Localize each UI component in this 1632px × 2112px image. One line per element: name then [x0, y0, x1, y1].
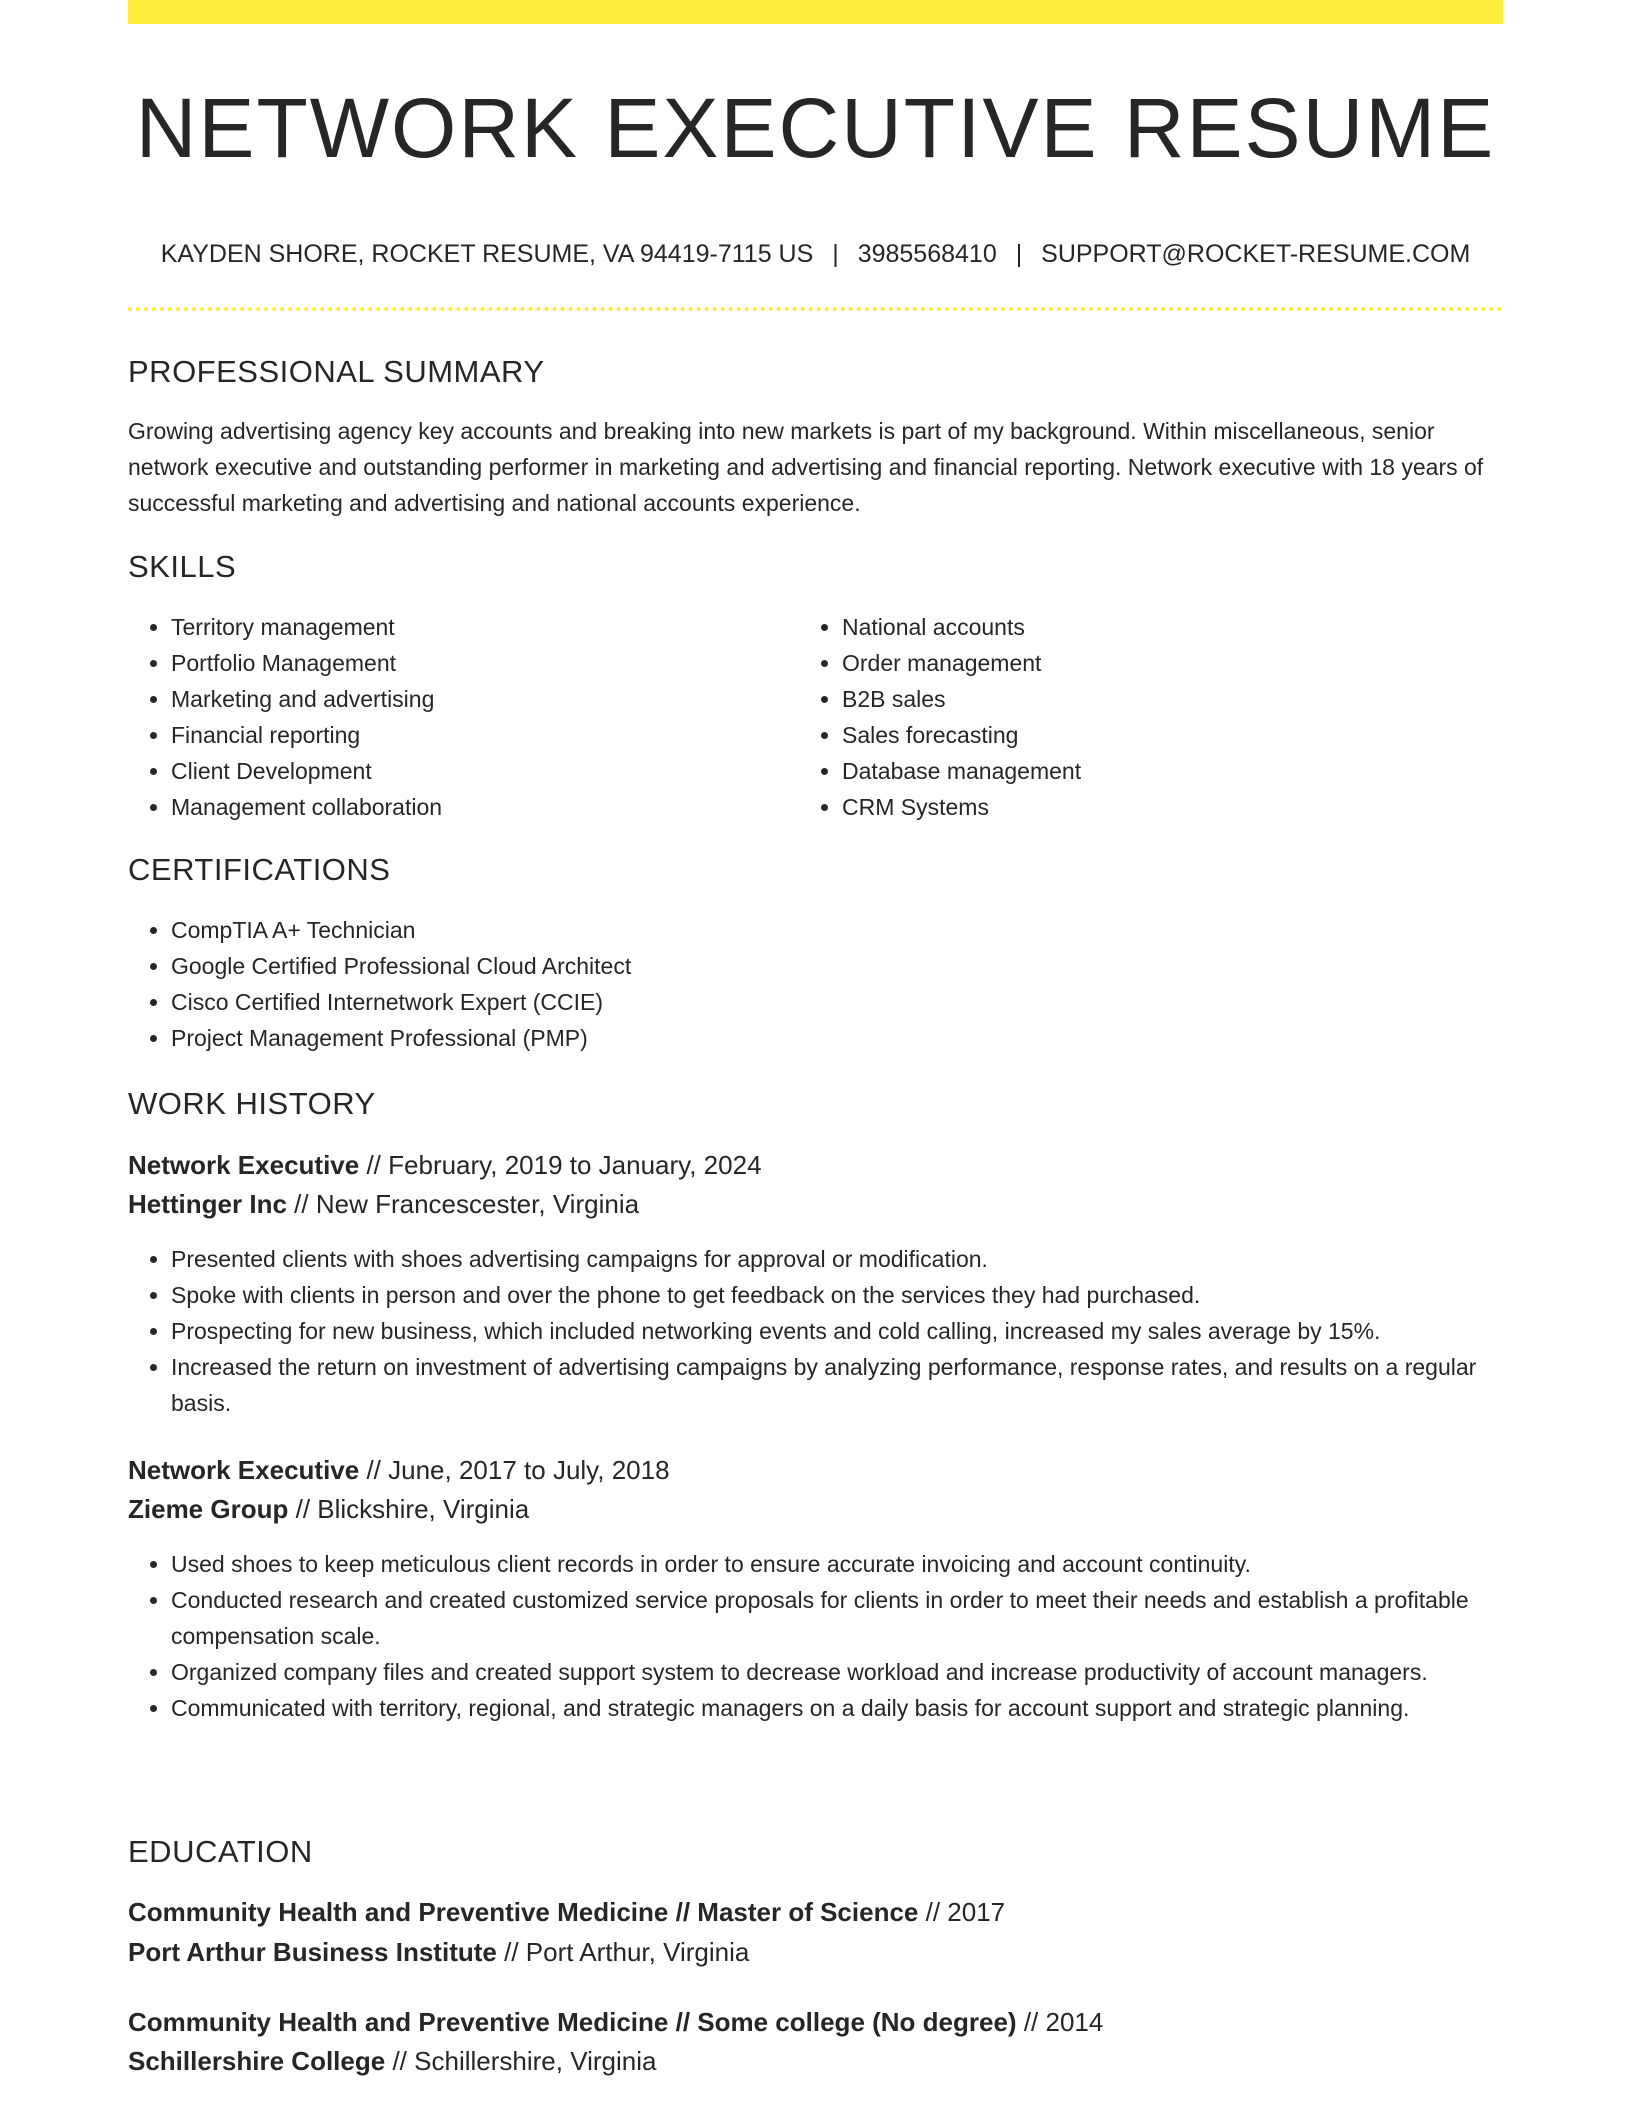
list-item: • Sales forecasting: [842, 717, 1542, 753]
list-item: • Conducted research and created customized service proposals for clients in order to meet their needs and establish a profitable compensation scale.: [171, 1582, 1507, 1654]
resume-title: NETWORK EXECUTIVE RESUME: [135, 81, 1496, 175]
dotted-divider: [128, 307, 1503, 311]
separator: //: [675, 1897, 691, 1927]
separator: //: [392, 2046, 407, 2076]
education-degree-line: [128, 2003, 1503, 2041]
job-title-line: [128, 1451, 1503, 1489]
job-company: Zieme Group: [128, 1494, 289, 1524]
education-school: Schillershire College: [128, 2046, 386, 2076]
job-title: Network Executive: [128, 1150, 360, 1180]
list-item: • CRM Systems: [842, 789, 1542, 825]
skills-heading: SKILLS: [128, 549, 237, 584]
contact-email: SUPPORT@ROCKET-RESUME.COM: [1041, 240, 1471, 268]
separator: //: [295, 1494, 311, 1524]
summary-heading: PROFESSIONAL SUMMARY: [128, 354, 545, 389]
education-field: Community Health and Preventive Medicine: [128, 2007, 669, 2037]
education-location: Schillershire, Virginia: [414, 2046, 657, 2076]
job-bullets: [127, 1546, 1507, 1726]
education-school-line: [128, 1933, 1503, 1971]
separator: //: [366, 1455, 381, 1485]
separator: //: [366, 1150, 381, 1180]
top-accent-bar: [128, 0, 1503, 24]
job-bullets: [127, 1241, 1507, 1421]
list-item: • Used shoes to keep meticulous client records in order to ensure accurate invoicing and account continuity.: [171, 1546, 1507, 1582]
list-item: • Management collaboration: [171, 789, 791, 825]
list-item: • Portfolio Management: [171, 645, 791, 681]
job-company-line: [128, 1185, 1503, 1223]
skills-list-right: [798, 609, 1542, 825]
job-dates: June, 2017 to July, 2018: [388, 1455, 670, 1485]
list-item: • Territory management: [171, 609, 791, 645]
job-dates: February, 2019 to January, 2024: [388, 1150, 762, 1180]
list-item: • Financial reporting: [171, 717, 791, 753]
contact-phone: 3985568410: [857, 240, 997, 268]
list-item: • Prospecting for new business, which included networking events and cold calling, increased my sales average by 15%.: [171, 1313, 1507, 1349]
job-location: New Francescester, Virginia: [315, 1189, 640, 1219]
list-item: • Google Certified Professional Cloud Architect: [171, 948, 1471, 984]
education-degree: Master of Science: [697, 1897, 919, 1927]
certifications-heading: CERTIFICATIONS: [128, 852, 391, 887]
separator: //: [294, 1189, 309, 1219]
list-item: • Database management: [842, 753, 1542, 789]
list-item: • Communicated with territory, regional, and strategic managers on a daily basis for account support and strategic planning.: [171, 1690, 1507, 1726]
list-item: • CompTIA A+ Technician: [171, 912, 1471, 948]
contact-address: KAYDEN SHORE, ROCKET RESUME, VA 94419-7115 US: [160, 240, 814, 268]
education-year: 2014: [1045, 2007, 1104, 2037]
summary-text: Growing advertising agency key accounts and breaking into new markets is part of my background. Within miscellaneous, senior network executive and outstanding performer in marketing and advertising and financial reporting. Network executive with 18 years of successful marketing and advertising and national accounts experience.: [128, 418, 1484, 516]
list-item: • B2B sales: [842, 681, 1542, 717]
education-year: 2017: [947, 1897, 1006, 1927]
list-item: • Increased the return on investment of advertising campaigns by analyzing performance, response rates, and results on a regular basis.: [171, 1349, 1507, 1421]
list-item: • Cisco Certified Internetwork Expert (CCIE): [171, 984, 1471, 1020]
contact-separator: |: [1015, 240, 1023, 268]
job-title-line: [128, 1146, 1503, 1184]
education-school-line: [128, 2042, 1503, 2080]
list-item: • Client Development: [171, 753, 791, 789]
list-item: • Order management: [842, 645, 1542, 681]
education-school: Port Arthur Business Institute: [128, 1937, 497, 1967]
certifications-list: [127, 912, 1471, 1056]
contact-line: [128, 236, 1503, 272]
list-item: • Project Management Professional (PMP): [171, 1020, 1471, 1056]
list-item: • Presented clients with shoes advertising campaigns for approval or modification.: [171, 1241, 1507, 1277]
separator: //: [925, 1897, 941, 1927]
job-title: Network Executive: [128, 1455, 360, 1485]
job-company-line: [128, 1490, 1503, 1528]
work-heading: WORK HISTORY: [128, 1086, 376, 1121]
education-location: Port Arthur, Virginia: [525, 1937, 750, 1967]
list-item: • National accounts: [842, 609, 1542, 645]
list-item: • Marketing and advertising: [171, 681, 791, 717]
job-location: Blickshire, Virginia: [317, 1494, 530, 1524]
education-degree-line: [128, 1893, 1503, 1931]
list-item: • Organized company files and created support system to decrease workload and increase productivity of account managers.: [171, 1654, 1507, 1690]
separator: //: [675, 2007, 691, 2037]
job-company: Hettinger Inc: [128, 1189, 287, 1219]
separator: //: [504, 1937, 519, 1967]
list-item: • Spoke with clients in person and over the phone to get feedback on the services they had purchased.: [171, 1277, 1507, 1313]
separator: //: [1023, 2007, 1039, 2037]
skills-list-left: [127, 609, 791, 825]
education-field: Community Health and Preventive Medicine: [128, 1897, 669, 1927]
education-heading: EDUCATION: [128, 1834, 313, 1869]
education-degree: Some college (No degree): [697, 2007, 1017, 2037]
contact-separator: |: [832, 240, 839, 268]
